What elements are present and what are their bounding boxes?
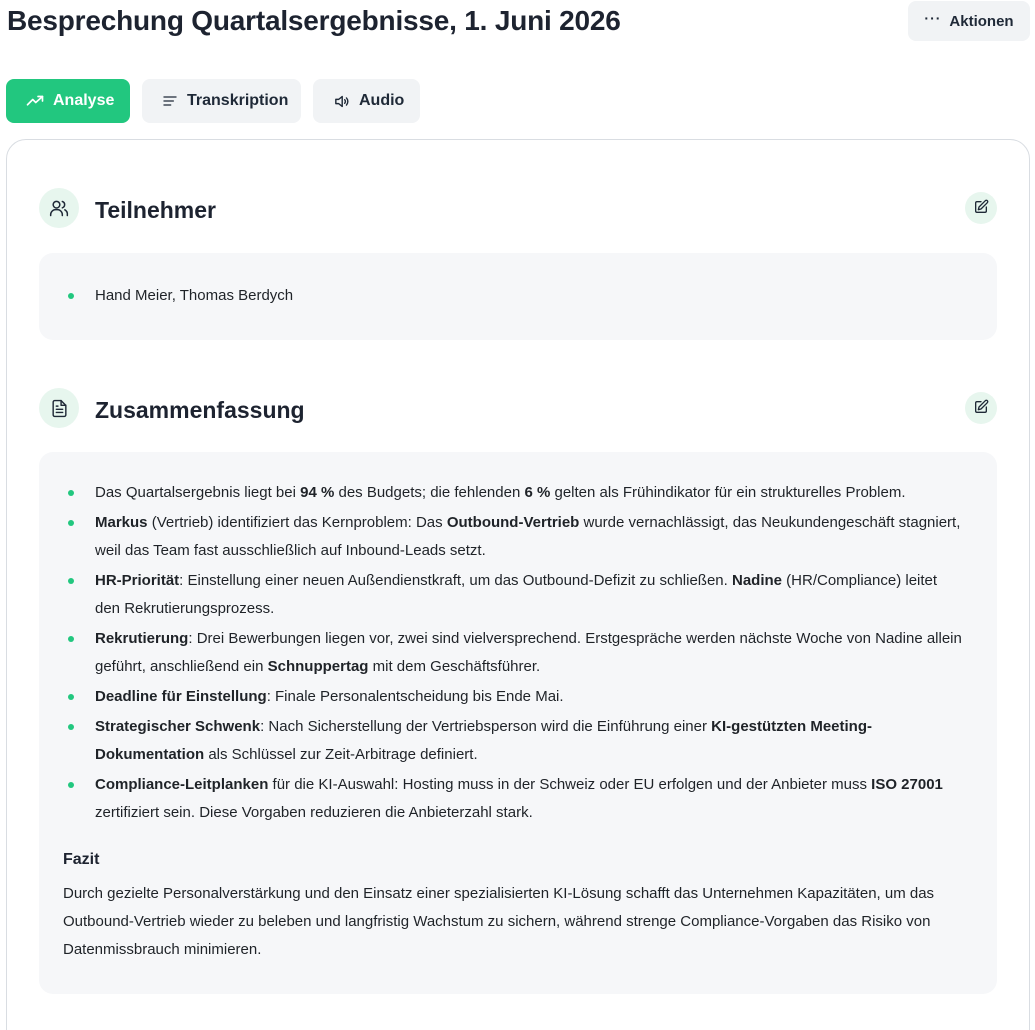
summary-item-text: Das Quartalsergebnis liegt bei (95, 484, 301, 501)
summary-item (63, 683, 963, 711)
summary-item-emphasis: 6 % (524, 484, 551, 501)
summary-title: Zusammenfassung (95, 397, 305, 423)
summary-item-emphasis: KI-gestützten Meeting-Dokumentation (95, 718, 872, 763)
document-icon (39, 388, 79, 428)
summary-item-text: für die KI-Auswahl: Hosting muss in der Schweiz oder EU erfolgen und der Anbieter muss (268, 776, 872, 793)
actions-button-label: Aktionen (949, 12, 1014, 30)
summary-item-text: des Budgets; die fehlenden (334, 484, 525, 501)
summary-item-text: mit dem Geschäftsführer. (368, 658, 541, 675)
summary-item-emphasis: ISO 27001 (871, 776, 943, 793)
summary-item-emphasis: Strategischer Schwenk (95, 718, 261, 735)
summary-item-emphasis: 94 % (300, 484, 335, 501)
list-item: Hand Meier, Thomas Berdych (63, 282, 293, 310)
summary-item-emphasis: Markus (95, 514, 148, 531)
summary-item (63, 479, 963, 507)
users-icon (39, 188, 79, 228)
page-title: Besprechung Quartalsergebnisse, 1. Juni 2026 (7, 5, 621, 36)
summary-item-text: : Drei Bewerbungen liegen vor, zwei sind vielversprechend. Erstgespräche werden nächste Woche von Nadine allein geführt, anschließend ein (95, 630, 962, 675)
summary-item-text: wurde vernachlässigt, das Neukundengeschäft stagniert, weil das Team fast ausschließlich auf Inbound-Leads setzt. (95, 514, 961, 559)
summary-item (63, 509, 963, 565)
summary-item-text: (HR/Compliance) leitet den Rekrutierungsprozess. (95, 572, 938, 617)
conclusion-title: Fazit (63, 851, 100, 868)
participants-list (63, 282, 293, 310)
summary-item-text: : Nach Sicherstellung der Vertriebsperson wird die Einführung einer (260, 718, 712, 735)
summary-item-text: : Einstellung einer neuen Außendienstkraft, um das Outbound-Defizit zu schließen. (179, 572, 732, 589)
edit-summary-button[interactable] (965, 392, 997, 424)
summary-item-text: (Vertrieb) identifiziert das Kernproblem: Das (147, 514, 447, 531)
tab-transkription-label: Transkription (187, 92, 289, 109)
speaker-icon (333, 93, 350, 110)
analysis-card (6, 139, 1030, 1030)
more-horizontal-icon: ··· (924, 10, 942, 26)
summary-item-emphasis: Outbound-Vertrieb (446, 514, 580, 531)
summary-item-emphasis: Nadine (731, 572, 782, 589)
conclusion-text: Durch gezielte Personalverstärkung und den Einsatz einer spezialisierten KI-Lösung schafft das Unternehmen Kapazitäten, um das Outbound-Vertrieb wieder zu beleben und langfristig Wachstum zu sichern, während strenge Compliance-Vorgaben das Risiko von Datenmissbrauch minimieren. (63, 885, 935, 958)
summary-item-emphasis: Schnuppertag (267, 658, 369, 675)
summary-item (63, 567, 963, 623)
conclusion-block (63, 848, 963, 964)
summary-item-text: : Finale Personalentscheidung bis Ende Mai. (266, 688, 564, 705)
summary-item (63, 771, 963, 827)
summary-item-text: als Schlüssel zur Zeit-Arbitrage definiert. (204, 746, 478, 763)
summary-item-text: zertifiziert sein. Diese Vorgaben reduzieren die Anbieterzahl stark. (95, 804, 533, 821)
tab-transkription[interactable] (142, 79, 301, 123)
summary-item-text: gelten als Frühindikator für ein strukturelles Problem. (550, 484, 906, 501)
summary-item-emphasis: Compliance-Leitplanken (95, 776, 269, 793)
participants-panel (39, 253, 997, 340)
trending-up-icon (26, 92, 44, 110)
participants-title: Teilnehmer (95, 197, 216, 223)
tab-analyse[interactable] (6, 79, 130, 123)
summary-panel (39, 452, 997, 994)
view-tabs (6, 79, 420, 123)
tab-audio[interactable] (313, 79, 420, 123)
summary-item-emphasis: Rekrutierung (95, 630, 189, 647)
summary-list (63, 479, 963, 829)
tab-audio-label: Audio (359, 92, 405, 109)
summary-item (63, 713, 963, 769)
actions-button[interactable] (908, 1, 1030, 41)
edit-icon (973, 199, 989, 218)
tab-analyse-label: Analyse (53, 92, 115, 109)
summary-item-emphasis: HR-Priorität (95, 572, 180, 589)
summary-item-emphasis: Deadline für Einstellung (95, 688, 267, 705)
summary-item (63, 625, 963, 681)
text-lines-icon (162, 93, 178, 109)
edit-participants-button[interactable] (965, 192, 997, 224)
edit-icon (973, 399, 989, 418)
